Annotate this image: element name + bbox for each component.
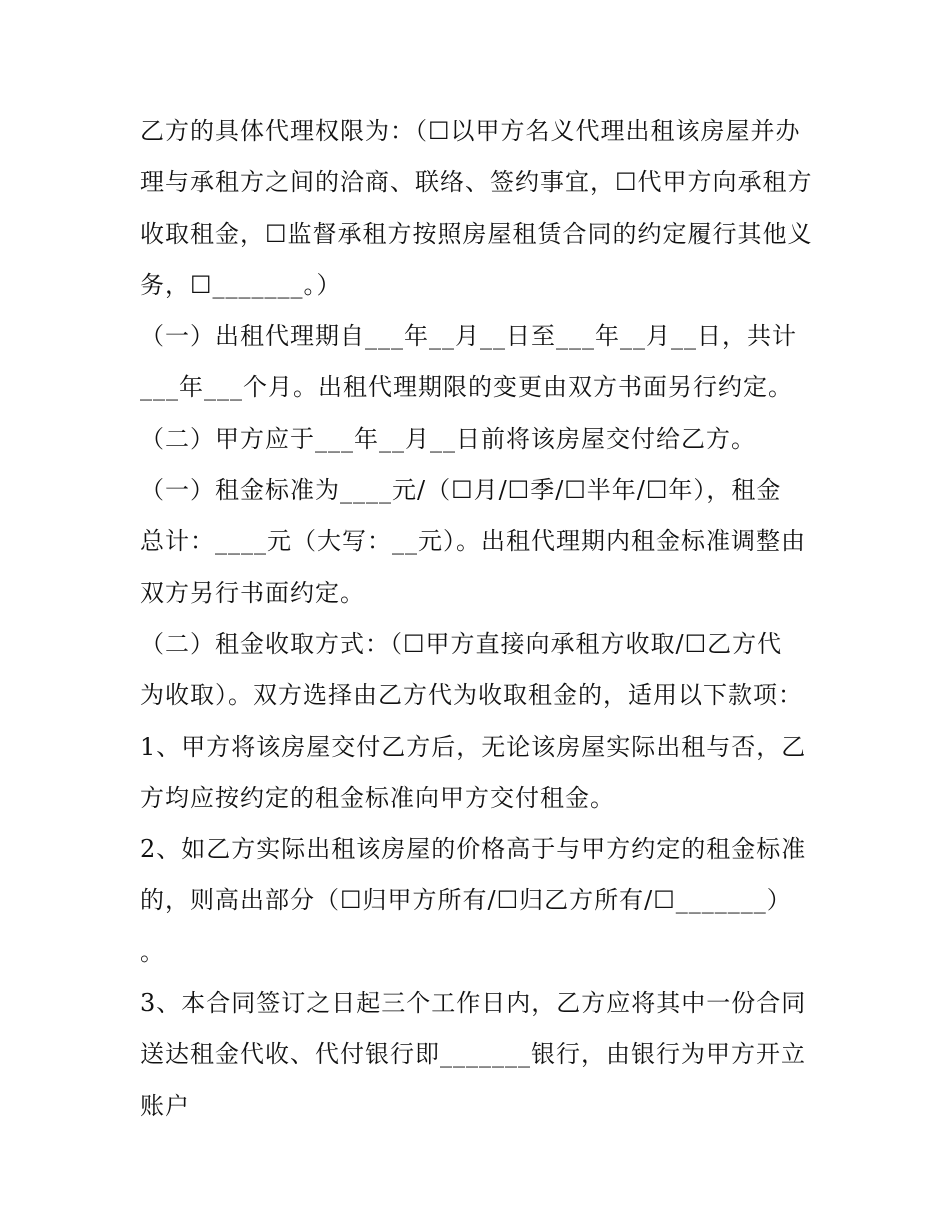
text-line: 。 <box>140 937 165 966</box>
text-line: 双方另行书面约定。 <box>140 578 365 607</box>
text-line: 为收取）。双方选择由乙方代为收取租金的，适用以下款项： <box>140 681 803 710</box>
text-line: 收取租金，☐监督承租方按照房屋租赁合同的约定履行其他义 <box>140 219 813 248</box>
text-line: 乙方的具体代理权限为：（☐以甲方名义代理出租该房屋并办 <box>140 117 801 145</box>
text-line: ___年___个月。出租代理期限的变更由双方书面另行约定。 <box>140 373 793 402</box>
text-line: （二）租金收取方式：（☐甲方直接向承租方收取/☐乙方代 <box>140 629 783 658</box>
text-line: 的，则高出部分（☐归甲方所有/☐归乙方所有/☐_______） <box>140 886 792 915</box>
text-line: 务，☐_______。） <box>140 270 342 299</box>
text-line: 方均应按约定的租金标准向甲方交付租金。 <box>140 783 615 812</box>
text-line: 2、如乙方实际出租该房屋的价格高于与甲方约定的租金标准 <box>140 835 807 864</box>
text-line: 账户 <box>140 1091 190 1120</box>
text-line: （一）出租代理期自___年__月__日至___年__月__日，共计 <box>140 322 797 351</box>
text-line: 理与承租方之间的洽商、联络、签约事宜，☐代甲方向承租方 <box>140 168 813 197</box>
contract-text <box>140 106 820 1132</box>
text-line: （二）甲方应于___年__月__日前将该房屋交付给乙方。 <box>140 424 756 453</box>
text-line: 1、甲方将该房屋交付乙方后，无论该房屋实际出租与否，乙 <box>140 732 807 761</box>
text-line: （一）租金标准为____元/（☐月/☐季/☐半年/☐年），租金 <box>140 476 782 505</box>
text-line: 3、本合同签订之日起三个工作日内，乙方应将其中一份合同 <box>140 989 807 1018</box>
text-line: 送达租金代收、代付银行即_______银行，由银行为甲方开立 <box>140 1040 806 1069</box>
text-line: 总计：____元（大写：__元）。出租代理期内租金标准调整由 <box>140 527 806 556</box>
